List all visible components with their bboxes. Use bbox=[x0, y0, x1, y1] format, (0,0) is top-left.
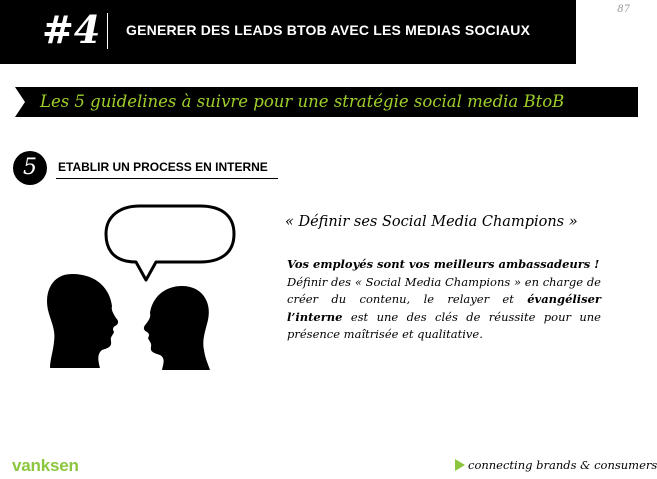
left-head-icon bbox=[47, 274, 118, 368]
two-heads-speech-bubble-icon bbox=[40, 200, 240, 370]
tagline-text: connecting brands & consumers bbox=[468, 458, 657, 472]
body-text-part2: est une des clés de réussite pour une présence maîtrisée et qualitative. bbox=[287, 309, 601, 341]
body-text-emphasis: évangéliser l’interne bbox=[287, 292, 601, 324]
lead-sentence: Vos employés sont vos meilleurs ambassadeurs ! bbox=[287, 257, 600, 271]
body-text-part1: Définir des « Social Media Champions » en charge de créer du contenu, le relayer et bbox=[287, 274, 601, 306]
right-head-icon bbox=[144, 286, 210, 370]
step-title: ETABLIR UN PROCESS EN INTERNE bbox=[58, 160, 268, 174]
brand-logo: vanksen bbox=[12, 456, 79, 475]
chapter-number: #4 bbox=[42, 7, 101, 52]
banner-title: Les 5 guidelines à suivre pour une stratégie social media BtoB bbox=[40, 92, 565, 111]
body-text bbox=[287, 256, 601, 344]
banner-arrow-icon bbox=[15, 87, 25, 117]
speech-bubble-icon bbox=[106, 206, 234, 280]
quote-title: « Définir ses Social Media Champions » bbox=[285, 214, 578, 230]
step-underline bbox=[56, 178, 278, 179]
header-divider bbox=[107, 13, 108, 49]
header-title: GENERER DES LEADS BTOB AVEC LES MEDIAS SOCIAUX bbox=[126, 22, 531, 38]
page-number: 87 bbox=[617, 4, 630, 15]
green-triangle-icon bbox=[455, 459, 465, 471]
step-number: 5 bbox=[23, 155, 37, 180]
